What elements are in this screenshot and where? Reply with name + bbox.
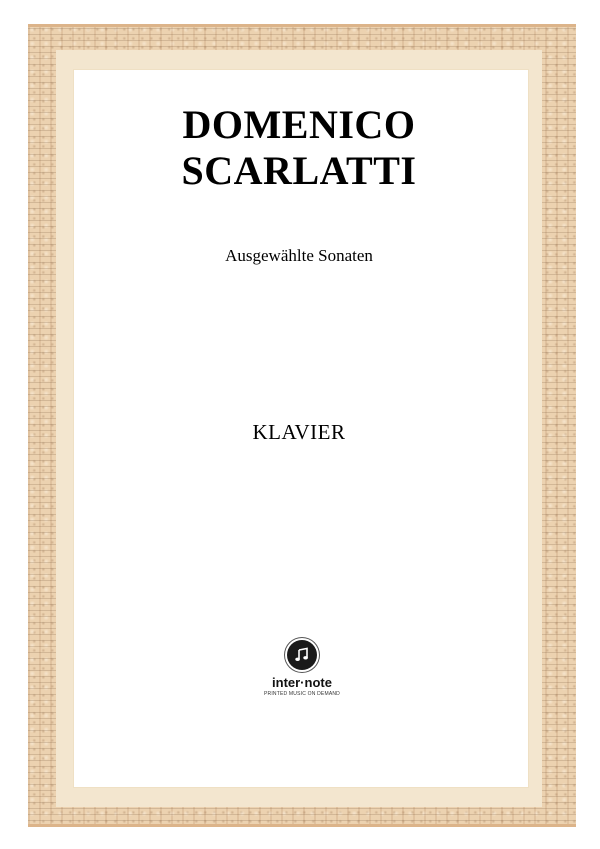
cover-panel (74, 70, 528, 787)
instrument-label: KLAVIER (252, 420, 346, 444)
publisher-logo (257, 640, 347, 697)
border-edge-top (28, 24, 576, 27)
composer-first-name: DOMENICO (182, 102, 416, 147)
composer-title (74, 102, 524, 194)
composer-last-name: SCARLATTI (181, 148, 417, 193)
music-note-icon (287, 640, 317, 670)
work-subtitle: Ausgewählte Sonaten (225, 246, 373, 265)
publisher-name: inter·note (272, 675, 332, 690)
border-edge-bottom (28, 824, 576, 827)
publisher-tagline: PRINTED MUSIC ON DEMAND (264, 691, 340, 697)
